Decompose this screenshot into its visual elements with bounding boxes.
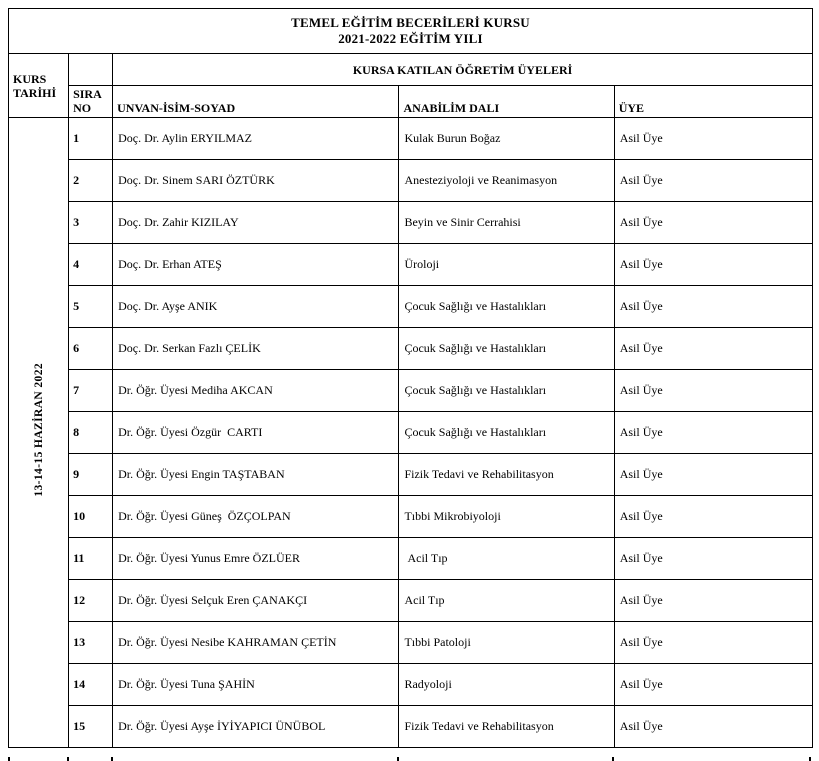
header-anabilim-dali: ANABİLİM DALI (399, 86, 614, 118)
table-row (9, 622, 813, 664)
sira-no-cell: 14 (69, 664, 113, 706)
table-row (9, 244, 813, 286)
department-cell: Fizik Tedavi ve Rehabilitasyon (399, 454, 614, 496)
name-cell: Dr. Öğr. Üyesi Mediha AKCAN (113, 370, 399, 412)
title-line-2: 2021-2022 EĞİTİM YILI (338, 31, 483, 46)
next-table-sliver (0, 757, 819, 761)
kurs-tarihi-cell (9, 118, 69, 748)
department-cell: Kulak Burun Boğaz (399, 118, 614, 160)
department-cell: Tıbbi Mikrobiyoloji (399, 496, 614, 538)
table-title (9, 9, 813, 54)
name-cell: Doç. Dr. Ayşe ANIK (113, 286, 399, 328)
header-unvan-isim-soyad: UNVAN-İSİM-SOYAD (113, 86, 399, 118)
name-cell: Dr. Öğr. Üyesi Ayşe İYİYAPICI ÜNÜBOL (113, 706, 399, 748)
header-uye: ÜYE (614, 86, 812, 118)
department-cell: Acil Tıp (399, 580, 614, 622)
sira-no-cell: 2 (69, 160, 113, 202)
table-row (9, 370, 813, 412)
department-cell: Radyoloji (399, 664, 614, 706)
header-row-columns (9, 86, 813, 118)
table-row (9, 202, 813, 244)
sliver-border-2 (67, 757, 69, 761)
header-row-group (9, 54, 813, 86)
table-row (9, 118, 813, 160)
sira-no-cell: 3 (69, 202, 113, 244)
header-kursa-katilan: KURSA KATILAN ÖĞRETİM ÜYELERİ (113, 54, 813, 86)
membership-cell: Asil Üye (614, 328, 812, 370)
membership-cell: Asil Üye (614, 538, 812, 580)
table-row (9, 496, 813, 538)
kurs-tarihi-value: 13-14-15 HAZİRAN 2022 (32, 363, 45, 497)
membership-cell: Asil Üye (614, 244, 812, 286)
membership-cell: Asil Üye (614, 118, 812, 160)
header-kurs-tarihi: KURS TARİHİ (9, 54, 69, 118)
sira-no-cell: 13 (69, 622, 113, 664)
header-empty-cell (69, 54, 113, 86)
department-cell: Tıbbi Patoloji (399, 622, 614, 664)
name-cell: Doç. Dr. Sinem SARI ÖZTÜRK (113, 160, 399, 202)
name-cell: Doç. Dr. Zahir KIZILAY (113, 202, 399, 244)
sira-no-cell: 1 (69, 118, 113, 160)
membership-cell: Asil Üye (614, 622, 812, 664)
sira-no-cell: 11 (69, 538, 113, 580)
title-row (9, 9, 813, 54)
name-cell: Doç. Dr. Aylin ERYILMAZ (113, 118, 399, 160)
name-cell: Dr. Öğr. Üyesi Selçuk Eren ÇANAKÇI (113, 580, 399, 622)
sira-no-cell: 9 (69, 454, 113, 496)
membership-cell: Asil Üye (614, 370, 812, 412)
sliver-border-6 (809, 757, 811, 761)
department-cell: Beyin ve Sinir Cerrahisi (399, 202, 614, 244)
department-cell: Çocuk Sağlığı ve Hastalıkları (399, 328, 614, 370)
table-row (9, 328, 813, 370)
membership-cell: Asil Üye (614, 160, 812, 202)
sira-no-cell: 6 (69, 328, 113, 370)
title-line-1: TEMEL EĞİTİM BECERİLERİ KURSU (291, 15, 530, 30)
name-cell: Dr. Öğr. Üyesi Özgür CARTI (113, 412, 399, 454)
sira-no-cell: 8 (69, 412, 113, 454)
department-cell: Çocuk Sağlığı ve Hastalıkları (399, 370, 614, 412)
table-row (9, 706, 813, 748)
name-cell: Dr. Öğr. Üyesi Güneş ÖZÇOLPAN (113, 496, 399, 538)
department-cell: Çocuk Sağlığı ve Hastalıkları (399, 412, 614, 454)
sira-no-cell: 15 (69, 706, 113, 748)
table-row (9, 286, 813, 328)
membership-cell: Asil Üye (614, 286, 812, 328)
table-row (9, 412, 813, 454)
name-cell: Dr. Öğr. Üyesi Engin TAŞTABAN (113, 454, 399, 496)
sira-no-cell: 10 (69, 496, 113, 538)
sira-no-cell: 4 (69, 244, 113, 286)
sira-no-cell: 7 (69, 370, 113, 412)
department-cell: Çocuk Sağlığı ve Hastalıkları (399, 286, 614, 328)
table-row (9, 454, 813, 496)
table-row (9, 580, 813, 622)
sliver-border-3 (111, 757, 113, 761)
department-cell: Fizik Tedavi ve Rehabilitasyon (399, 706, 614, 748)
sira-no-cell: 12 (69, 580, 113, 622)
membership-cell: Asil Üye (614, 454, 812, 496)
membership-cell: Asil Üye (614, 706, 812, 748)
membership-cell: Asil Üye (614, 412, 812, 454)
department-cell: Anesteziyoloji ve Reanimasyon (399, 160, 614, 202)
name-cell: Dr. Öğr. Üyesi Tuna ŞAHİN (113, 664, 399, 706)
department-cell: Acil Tıp (399, 538, 614, 580)
table-row (9, 664, 813, 706)
department-cell: Üroloji (399, 244, 614, 286)
sira-no-cell: 5 (69, 286, 113, 328)
membership-cell: Asil Üye (614, 202, 812, 244)
header-sira-no: SIRA NO (69, 86, 113, 118)
sliver-border-4 (397, 757, 399, 761)
name-cell: Doç. Dr. Serkan Fazlı ÇELİK (113, 328, 399, 370)
membership-cell: Asil Üye (614, 664, 812, 706)
sliver-border-1 (8, 757, 10, 761)
sliver-border-5 (612, 757, 614, 761)
name-cell: Dr. Öğr. Üyesi Yunus Emre ÖZLÜER (113, 538, 399, 580)
course-participants-table (8, 8, 813, 748)
name-cell: Doç. Dr. Erhan ATEŞ (113, 244, 399, 286)
membership-cell: Asil Üye (614, 580, 812, 622)
table-row (9, 538, 813, 580)
table-row (9, 160, 813, 202)
name-cell: Dr. Öğr. Üyesi Nesibe KAHRAMAN ÇETİN (113, 622, 399, 664)
membership-cell: Asil Üye (614, 496, 812, 538)
